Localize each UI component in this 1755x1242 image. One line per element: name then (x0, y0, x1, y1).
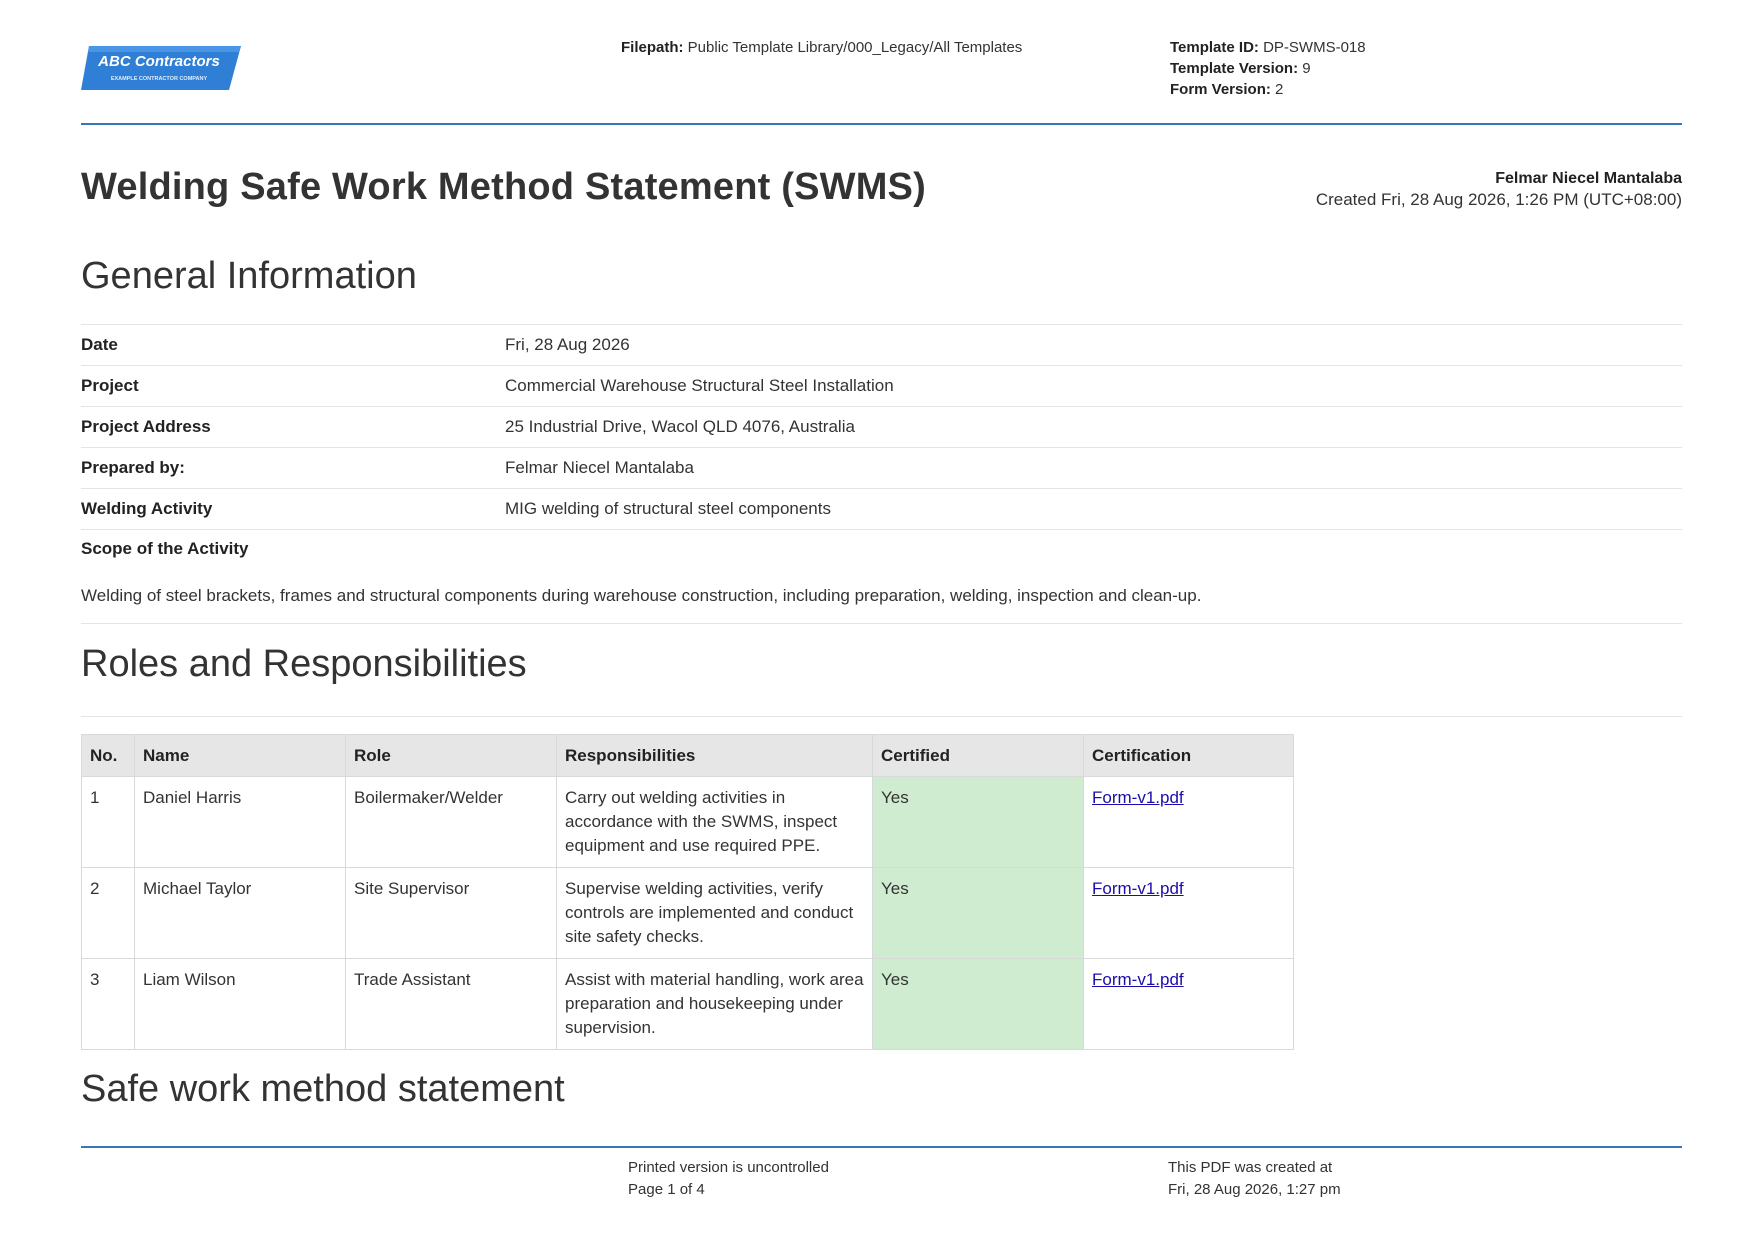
cell-certified: Yes (873, 868, 1084, 959)
author-name: Felmar Niecel Mantalaba (1495, 170, 1682, 187)
column-header-name: Name (135, 735, 346, 777)
table-row (82, 777, 1294, 868)
info-row (81, 447, 1682, 488)
column-header-certification: Certification (1084, 735, 1294, 777)
general-information-list (81, 324, 1682, 624)
cell-role: Boilermaker/Welder (346, 777, 557, 868)
filepath-value: Public Template Library/000_Legacy/All Templates (687, 39, 1023, 56)
cell-responsibilities: Supervise welding activities, verify controls are implemented and conduct site safety checks. (557, 868, 873, 959)
filepath-block (621, 37, 1022, 58)
logo-subtext: EXAMPLE CONTRACTOR COMPANY (110, 76, 208, 82)
form-version-label: Form Version: (1170, 81, 1271, 98)
cell-name: Michael Taylor (135, 868, 346, 959)
scope-text: Welding of steel brackets, frames and structural components during warehouse construction, including preparation, welding, inspection and clean-up. (81, 568, 1682, 624)
document-title: Welding Safe Work Method Statement (SWMS) (81, 166, 926, 208)
info-label: Welding Activity (81, 499, 213, 518)
filepath-label: Filepath: (621, 39, 684, 56)
form-version-value: 2 (1275, 81, 1284, 98)
cell-role: Site Supervisor (346, 868, 557, 959)
template-version-value: 9 (1302, 60, 1311, 77)
pdf-created-label: This PDF was created at (1168, 1159, 1333, 1176)
roles-heading: Roles and Responsibilities (81, 643, 527, 685)
footer-divider (81, 1146, 1682, 1148)
scope-label: Scope of the Activity (81, 529, 1682, 568)
cell-certified: Yes (873, 959, 1084, 1050)
info-label: Prepared by: (81, 458, 185, 477)
info-row (81, 406, 1682, 447)
page-number: Page 1 of 4 (628, 1181, 705, 1198)
certification-file-link[interactable]: Form-v1.pdf (1092, 970, 1184, 989)
table-row (82, 959, 1294, 1050)
general-information-heading: General Information (81, 255, 417, 297)
table-header-row (82, 735, 1294, 777)
template-meta (1170, 37, 1366, 100)
info-value: Commercial Warehouse Structural Steel Installation (505, 376, 894, 395)
info-row (81, 365, 1682, 406)
info-row (81, 324, 1682, 365)
template-id-value: DP-SWMS-018 (1263, 39, 1366, 56)
cell-certification (1084, 777, 1294, 868)
certification-file-link[interactable]: Form-v1.pdf (1092, 788, 1184, 807)
created-timestamp: Created Fri, 28 Aug 2026, 1:26 PM (UTC+08:00) (1315, 190, 1682, 209)
swms-heading: Safe work method statement (81, 1068, 565, 1110)
column-header-certified: Certified (873, 735, 1084, 777)
footer-right (1168, 1157, 1341, 1201)
cell-no: 2 (82, 868, 135, 959)
document-page (81, 0, 1682, 1242)
author-block (1316, 168, 1682, 210)
company-logo (81, 44, 241, 94)
header-divider (81, 123, 1682, 125)
template-version-label: Template Version: (1170, 60, 1299, 77)
column-header-role: Role (346, 735, 557, 777)
template-id-label: Template ID: (1170, 39, 1259, 56)
uncontrolled-notice: Printed version is uncontrolled (628, 1159, 829, 1176)
info-row (81, 488, 1682, 529)
table-row (82, 868, 1294, 959)
roles-table (81, 734, 1294, 1050)
column-header-no: No. (82, 735, 135, 777)
cell-certified: Yes (873, 777, 1084, 868)
info-label: Project (81, 376, 139, 395)
info-value: MIG welding of structural steel components (505, 499, 831, 518)
cell-responsibilities: Assist with material handling, work area preparation and housekeeping under supervision. (557, 959, 873, 1050)
cell-no: 1 (82, 777, 135, 868)
column-header-responsibilities: Responsibilities (557, 735, 873, 777)
info-value: Fri, 28 Aug 2026 (505, 335, 630, 354)
cell-role: Trade Assistant (346, 959, 557, 1050)
cell-certification (1084, 868, 1294, 959)
footer-left (628, 1157, 829, 1201)
info-label: Date (81, 335, 118, 354)
info-value: Felmar Niecel Mantalaba (505, 458, 694, 477)
cell-no: 3 (82, 959, 135, 1050)
info-label: Project Address (81, 417, 211, 436)
info-value: 25 Industrial Drive, Wacol QLD 4076, Australia (505, 417, 855, 436)
roles-divider (81, 716, 1682, 717)
logo-text: ABC Contractors (98, 53, 220, 70)
cell-name: Daniel Harris (135, 777, 346, 868)
cell-responsibilities: Carry out welding activities in accordance with the SWMS, inspect equipment and use required PPE. (557, 777, 873, 868)
certification-file-link[interactable]: Form-v1.pdf (1092, 879, 1184, 898)
pdf-created-value: Fri, 28 Aug 2026, 1:27 pm (1168, 1181, 1341, 1198)
cell-name: Liam Wilson (135, 959, 346, 1050)
cell-certification (1084, 959, 1294, 1050)
